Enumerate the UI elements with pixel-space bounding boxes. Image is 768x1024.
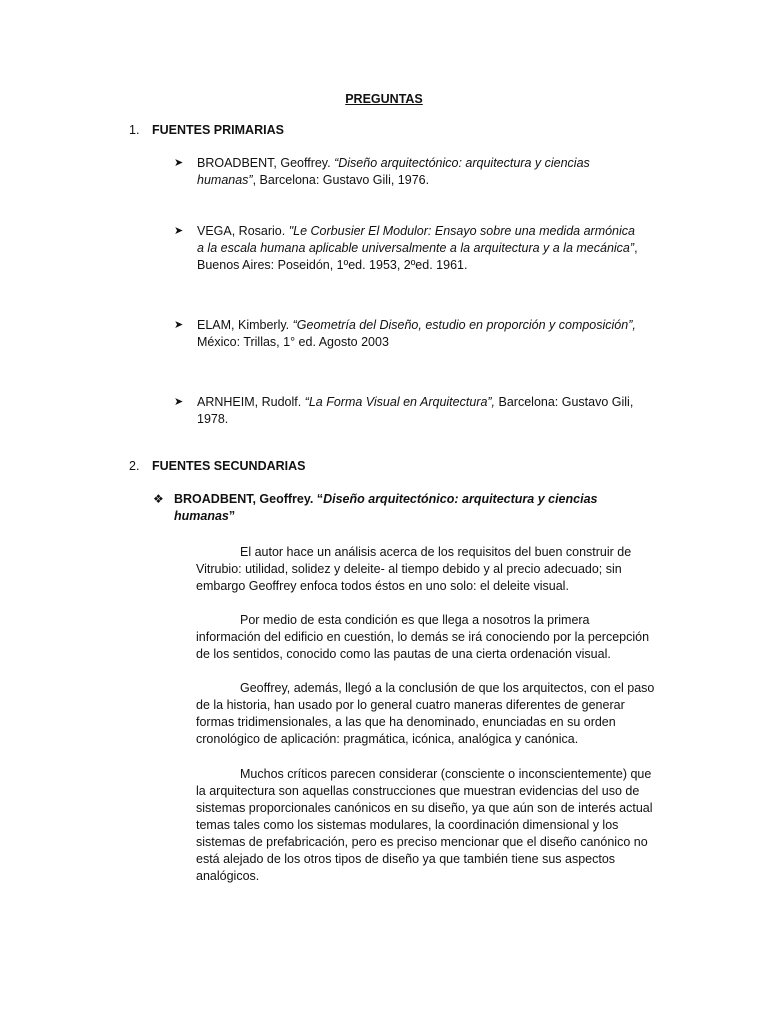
arrow-bullet-icon: ➤ xyxy=(174,157,184,169)
reference-author: ELAM, Kimberly. xyxy=(197,318,293,332)
arrow-bullet-icon: ➤ xyxy=(174,396,184,408)
reference-title: "Le Corbusier El Modulor: Ensayo sobre una medida armónica a la escala humana aplicable universalmente a la arquitectura y a la mecánica” xyxy=(197,224,635,255)
secondary-reference xyxy=(153,491,633,525)
section-heading-secondary xyxy=(129,458,306,475)
reference-author: ARNHEIM, Rudolf. xyxy=(197,395,305,409)
section-heading-text: FUENTES PRIMARIAS xyxy=(152,123,284,137)
body-paragraph: Muchos críticos parecen considerar (consciente o inconscientemente) que la arquitectura son aquellas construcciones que muestran evidencias del uso de sistemas proporcionales canónicos en su diseño, ya que aún son de interés actual temas tales como los sistemas modulares, la coordinación dimensional y los sistemas de prefabricación, pero es preciso mencionar que el diseño canónico no está alejado de los otros tipos de diseño ya que también tiene sus aspectos analógicos. xyxy=(196,767,653,883)
body-paragraph: Por medio de esta condición es que llega a nosotros la primera información del edificio en cuestión, lo demás se irá conociendo por la percepción de los sentidos, conocido como las pautas de una cierta ordenación visual. xyxy=(196,613,650,661)
section-heading-text: FUENTES SECUNDARIAS xyxy=(152,459,306,473)
reference-title: “Geometría del Diseño, estudio en proporción y composición”, xyxy=(292,318,636,332)
reference-publication: México: Trillas, 1° ed. Agosto 2003 xyxy=(197,335,389,349)
reference-author: BROADBENT, Geoffrey. “ xyxy=(174,492,324,506)
reference-title: “La Forma Visual en Arquitectura”, xyxy=(304,395,496,409)
diamond-bullet-icon: ❖ xyxy=(153,492,164,506)
reference-title: Diseño arquitectónico: arquitectura y ciencias humanas xyxy=(174,492,598,523)
reference-item xyxy=(174,317,644,351)
body-paragraph: El autor hace un análisis acerca de los requisitos del buen construir de Vitrubio: utilidad, solidez y deleite- al tiempo debido y al precio adecuado; sin embargo Geoffrey enfoca todos éstos en uno solo: el deleite visual. xyxy=(196,545,632,593)
reference-publication: , Buenos Aires: Poseidón, 1ºed. 1953, 2ºed. 1961. xyxy=(197,241,638,272)
body-paragraph: Geoffrey, además, llegó a la conclusión de que los arquitectos, con el paso de la historia, han usado por lo general cuatro maneras diferentes de generar formas tridimensionales, a las que ha denominado, enunciadas en su orden cronológico de aplicación: pragmática, icónica, analógica y canónica. xyxy=(196,681,655,746)
reference-item xyxy=(174,155,644,189)
arrow-bullet-icon: ➤ xyxy=(174,225,184,237)
arrow-bullet-icon: ➤ xyxy=(174,319,184,331)
section-number: 1. xyxy=(129,123,140,137)
reference-author: BROADBENT, Geoffrey. xyxy=(197,156,335,170)
section-heading-primary xyxy=(129,122,284,139)
reference-publication: Barcelona: Gustavo Gili, 1978. xyxy=(197,395,634,426)
reference-title: “Diseño arquitectónico: arquitectura y ciencias humanas” xyxy=(197,156,590,187)
reference-close-quote: ” xyxy=(228,509,236,523)
reference-publication: , Barcelona: Gustavo Gili, 1976. xyxy=(252,173,430,187)
reference-item xyxy=(174,394,644,428)
section-number: 2. xyxy=(129,459,140,473)
page-title: PREGUNTAS xyxy=(345,92,423,106)
reference-item xyxy=(174,223,644,274)
reference-author: VEGA, Rosario. xyxy=(197,224,289,238)
